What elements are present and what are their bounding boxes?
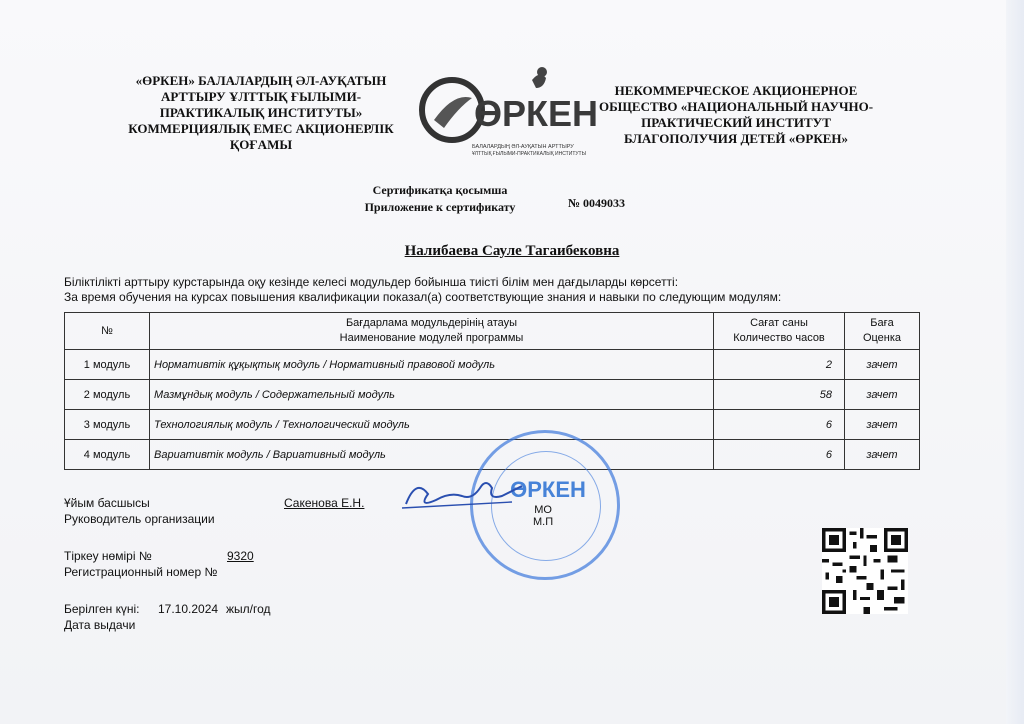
header-left-line: ҚОҒАМЫ bbox=[229, 137, 293, 152]
row-num: 4 модуль bbox=[65, 440, 150, 470]
header-grade-kz: Баға bbox=[870, 317, 894, 329]
logo-subtitle-2: ҰЛТТЫҚ ҒЫЛЫМИ-ПРАКТИКАЛЫҚ ИНСТИТУТЫ bbox=[472, 151, 587, 157]
table-header-row bbox=[65, 313, 920, 350]
head-of-org-label bbox=[64, 495, 215, 527]
document-title bbox=[340, 182, 540, 216]
registration-label bbox=[64, 548, 217, 580]
row-num: 1 модуль bbox=[65, 350, 150, 380]
table-row bbox=[65, 350, 920, 380]
header-num: № bbox=[65, 313, 150, 350]
header-module-name bbox=[150, 313, 714, 350]
certificate-number: № 0049033 bbox=[568, 196, 626, 210]
intro-text bbox=[64, 275, 944, 305]
row-module-name: Вариативтік модуль / Вариативный модуль bbox=[150, 440, 714, 470]
row-hours: 6 bbox=[714, 410, 845, 440]
header-left-line: ПРАКТИКАЛЫҚ ИНСТИТУТЫ» bbox=[159, 105, 363, 120]
intro-ru: За время обучения на курсах повышения квалификации показал(а) соответствующие знания и навыки по следующим модулям: bbox=[64, 290, 782, 304]
issue-date-value: 17.10.2024 bbox=[158, 602, 219, 616]
registration-label-ru: Регистрационный номер № bbox=[64, 565, 218, 579]
row-module-name: Технологиялық модуль / Технологический модуль bbox=[150, 410, 714, 440]
header-hours-ru: Количество часов bbox=[733, 332, 825, 344]
header-right-line: ПРАКТИЧЕСКИЙ ИНСТИТУТ bbox=[641, 115, 831, 130]
stamp-text: ӨРКЕН bbox=[510, 477, 586, 502]
row-grade: зачет bbox=[845, 380, 920, 410]
handwritten-signature bbox=[400, 474, 520, 518]
row-hours: 2 bbox=[714, 350, 845, 380]
registration-number: 9320 bbox=[227, 549, 254, 563]
person-name: Налибаева Сауле Тагаибековна bbox=[404, 243, 620, 259]
header-left-line: КОММЕРЦИЯЛЫҚ ЕМЕС АКЦИОНЕРЛІК bbox=[128, 121, 394, 136]
issue-label-kz: Берілген күні: bbox=[64, 602, 140, 616]
head-name: Сакенова Е.Н. bbox=[284, 496, 365, 510]
orken-logo-icon bbox=[414, 62, 598, 162]
issue-label-ru: Дата выдачи bbox=[64, 618, 136, 632]
table-row bbox=[65, 410, 920, 440]
row-num: 3 модуль bbox=[65, 410, 150, 440]
title-kz: Сертификатқа қосымша bbox=[372, 183, 508, 197]
row-grade: зачет bbox=[845, 440, 920, 470]
header-name-kz: Бағдарлама модульдерінің атауы bbox=[345, 317, 518, 329]
row-num: 2 модуль bbox=[65, 380, 150, 410]
header-hours bbox=[714, 313, 845, 350]
orken-logo bbox=[414, 62, 598, 162]
issue-date-suffix: жыл/год bbox=[226, 602, 271, 616]
header-right-org-ru bbox=[596, 83, 876, 147]
row-grade: зачет bbox=[845, 350, 920, 380]
header-left-org-kz bbox=[96, 73, 426, 153]
row-module-name: Нормативтік құқықтық модуль / Нормативный правовой модуль bbox=[150, 350, 714, 380]
head-label-ru: Руководитель организации bbox=[64, 512, 215, 526]
header-grade bbox=[845, 313, 920, 350]
header-right-line: ОБЩЕСТВО «НАЦИОНАЛЬНЫЙ НАУЧНО- bbox=[598, 99, 874, 114]
row-hours: 58 bbox=[714, 380, 845, 410]
row-grade: зачет bbox=[845, 410, 920, 440]
header-left-line: «ӨРКЕН» БАЛАЛАРДЫҢ ӘЛ-АУҚАТЫН bbox=[135, 73, 387, 88]
table-row bbox=[65, 380, 920, 410]
header-hours-kz: Сағат саны bbox=[750, 317, 808, 329]
row-module-name: Мазмұндық модуль / Содержательный модуль bbox=[150, 380, 714, 410]
mo-label: МО bbox=[534, 504, 552, 516]
header-right-line: БЛАГОПОЛУЧИЯ ДЕТЕЙ «ӨРКЕН» bbox=[623, 131, 849, 146]
row-hours: 6 bbox=[714, 440, 845, 470]
mp-label: М.П bbox=[533, 516, 554, 528]
header-left-line: АРТТЫРУ ҰЛТТЫҚ ҒЫЛЫМИ- bbox=[160, 89, 362, 104]
logo-subtitle-1: БАЛАЛАРДЫҢ ӘЛ-АУҚАТЫН АРТТЫРУ bbox=[472, 144, 574, 150]
issue-date-label bbox=[64, 601, 140, 633]
intro-kz: Біліктілікті арттыру курстарында оқу кезінде келесі модульдер бойынша тиісті білім мен дағдыларды көрсетті: bbox=[64, 275, 679, 289]
seal-place bbox=[533, 504, 553, 528]
page-edge bbox=[1006, 0, 1024, 724]
qr-code-icon bbox=[822, 528, 908, 614]
logo-name: ӨРКЕН bbox=[474, 93, 598, 134]
modules-table bbox=[64, 312, 920, 470]
header-name-ru: Наименование модулей программы bbox=[339, 332, 524, 344]
header-right-line: НЕКОММЕРЧЕСКОЕ АКЦИОНЕРНОЕ bbox=[614, 83, 858, 98]
head-label-kz: Ұйым басшысы bbox=[64, 496, 150, 510]
title-ru: Приложение к сертификату bbox=[364, 200, 516, 214]
header-grade-ru: Оценка bbox=[862, 332, 902, 344]
registration-label-kz: Тіркеу нөмірі № bbox=[64, 549, 152, 563]
